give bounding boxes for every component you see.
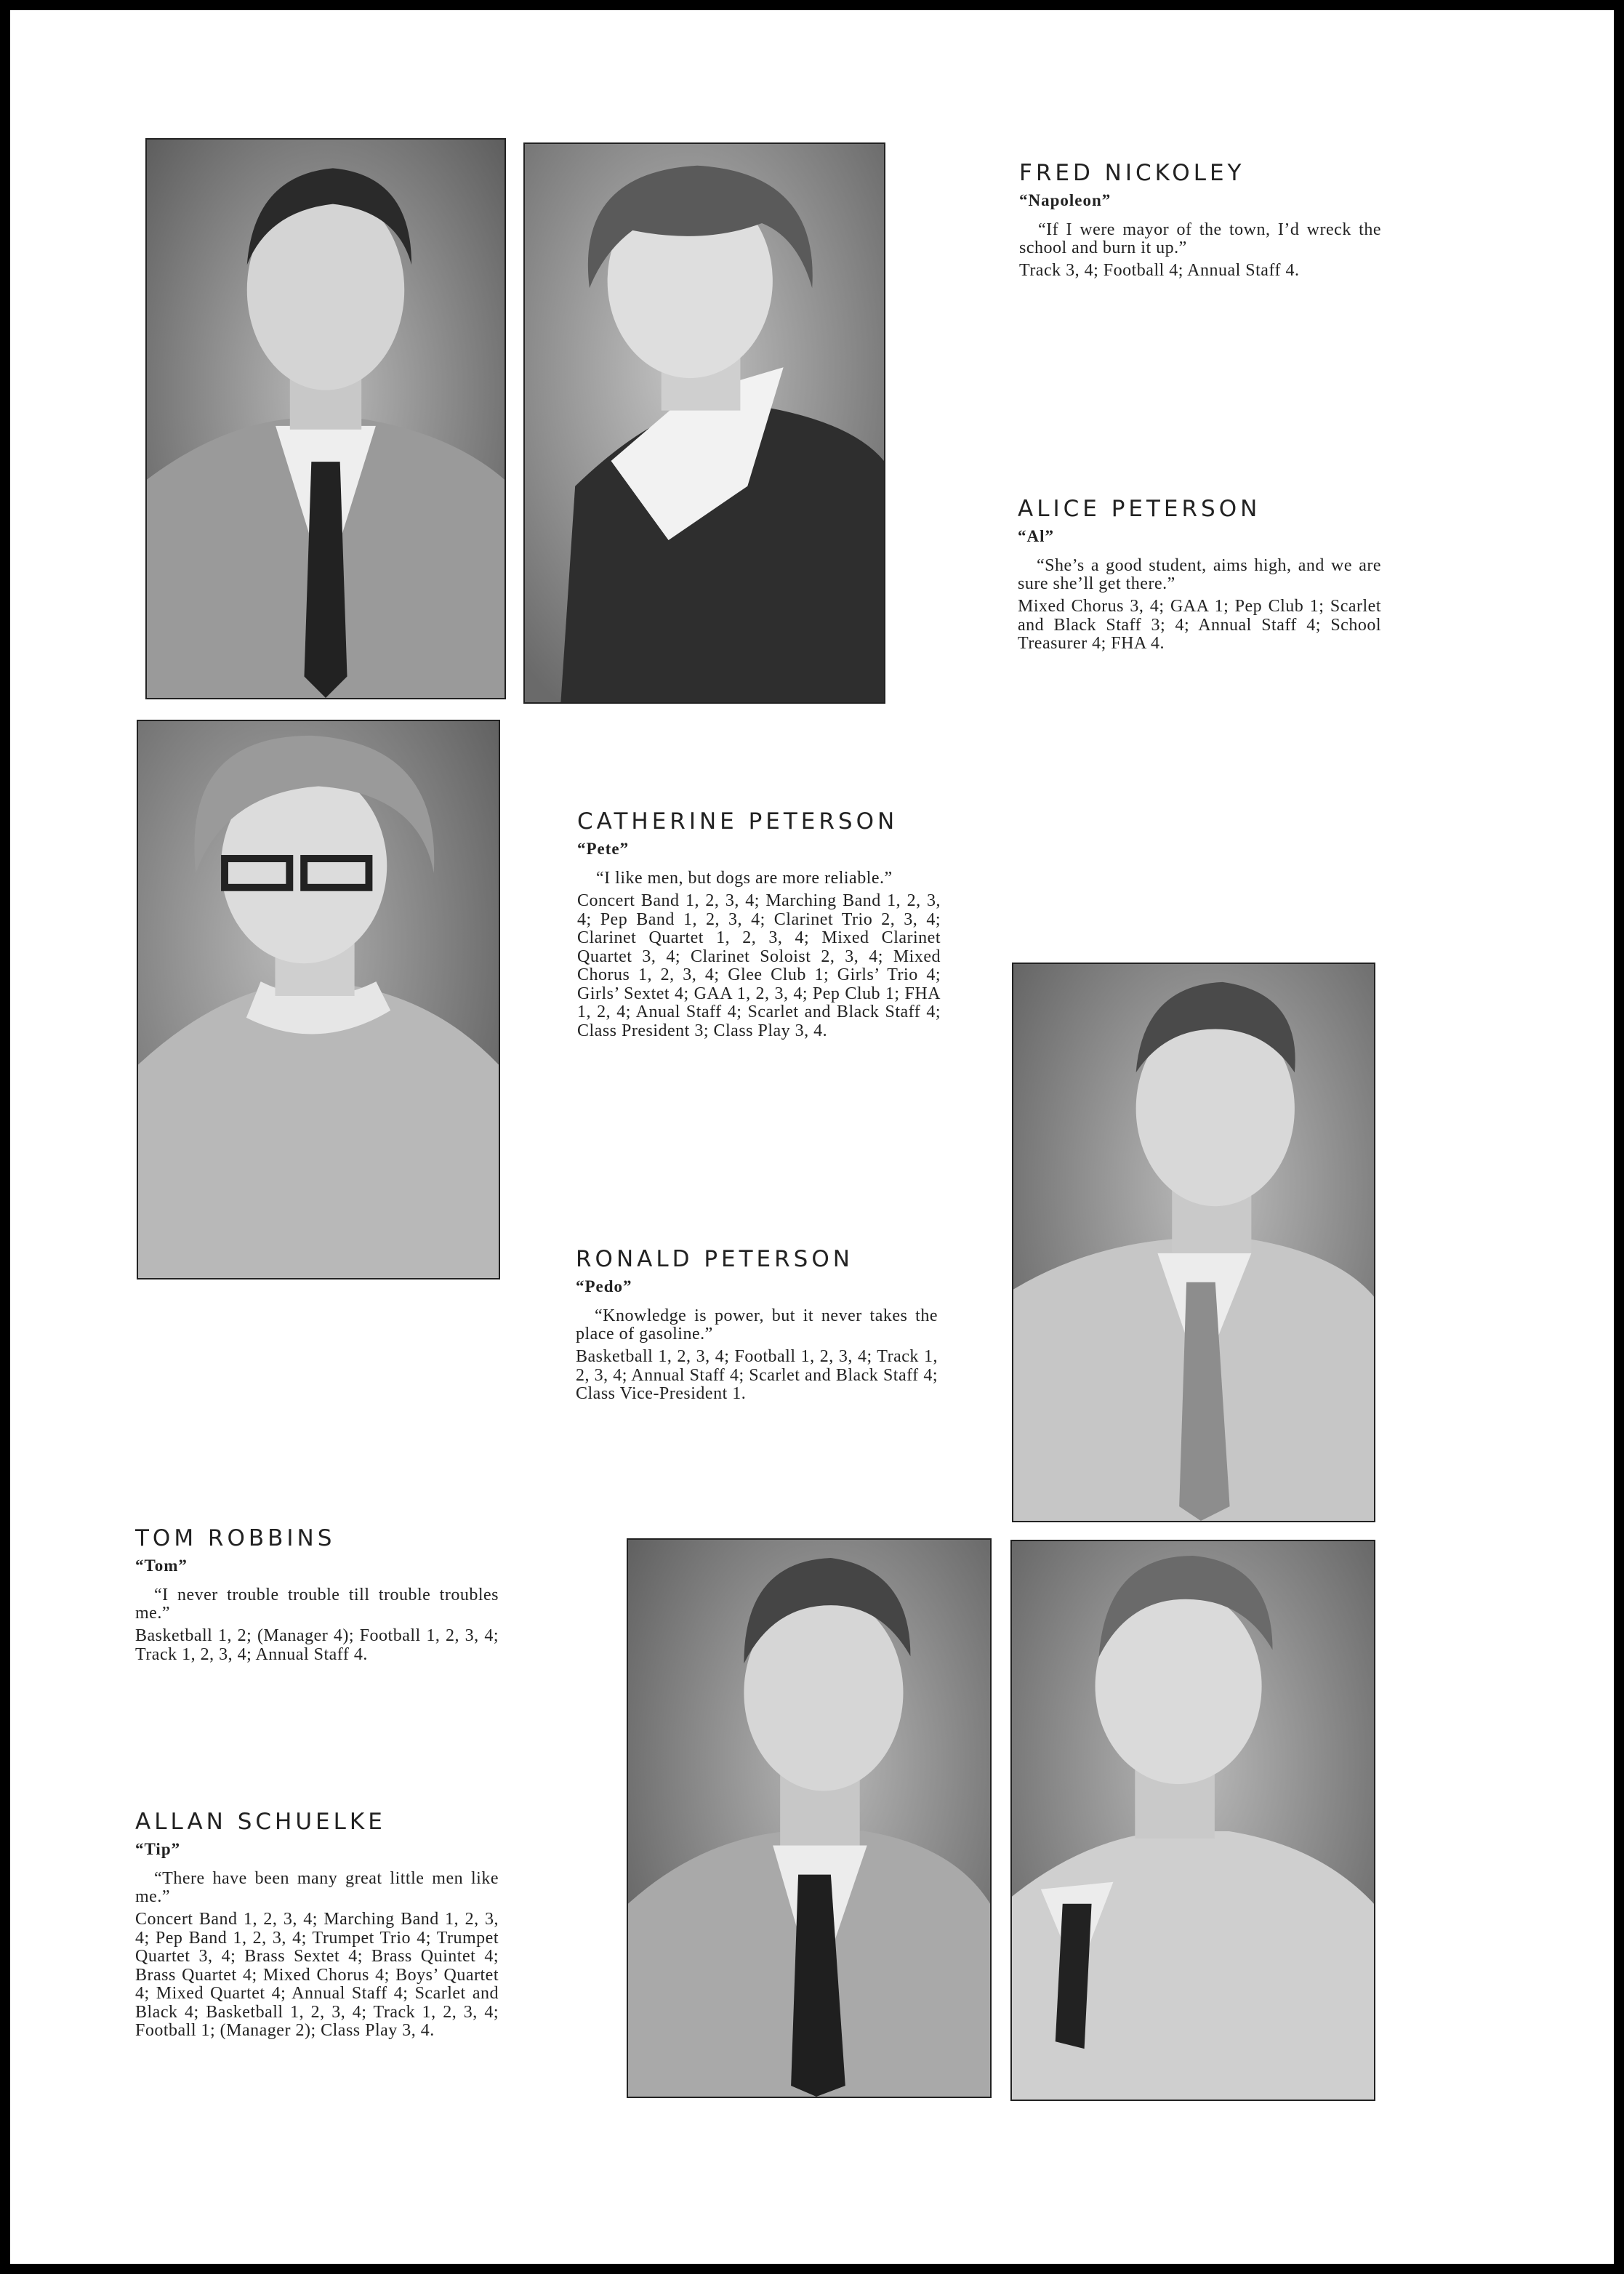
senior-activities: Mixed Chorus 3, 4; GAA 1; Pep Club 1; Scarlet and Black Staff 3; 4; Annual Staff 4; School Treasurer 4; FHA 4. [1018,597,1381,653]
senior-name: FRED NICKOLEY [1019,160,1245,186]
portrait-photo-allan-schuelke [1010,1540,1375,2101]
senior-entry-alice-peterson [1018,496,1381,654]
senior-nickname: “Pete” [577,840,630,858]
senior-quote: “There have been many great little men like me.” [135,1869,499,1906]
portrait-photo-fred-nickoley [145,138,506,699]
senior-nickname: “Tip” [135,1840,181,1858]
senior-activities: Track 3, 4; Football 4; Annual Staff 4. [1019,261,1300,280]
portrait-photo-tom-robbins [627,1538,992,2098]
senior-quote: “If I were mayor of the town, I’d wreck the school and burn it up.” [1019,220,1381,257]
senior-activities: Concert Band 1, 2, 3, 4; Marching Band 1, 2, 3, 4; Pep Band 1, 2, 3, 4; Clarinet Trio 2, 3, 4; Clarinet Quartet 1, 2, 3, 4; Mixed Clarinet Quartet 3, 4; Clarinet Soloist 2, 3, 4; Mixed Chorus 1, 2, 3, 4; Glee Club 1; Girls’ Trio 4; Girls’ Sextet 4; GAA 1, 2, 3, 4; Pep Club 1; FHA 1, 2, 4; Anual Staff 4; Scarlet and Black Staff 4; Class President 3; Class Play 3, 4. [577,891,941,1040]
senior-name: CATHERINE PETERSON [577,808,899,835]
senior-name: TOM ROBBINS [135,1525,336,1551]
senior-quote: “Knowledge is power, but it never takes the place of gasoline.” [576,1306,938,1343]
senior-activities: Concert Band 1, 2, 3, 4; Marching Band 1, 2, 3, 4; Pep Band 1, 2, 3, 4; Trumpet Trio 4; Trumpet Quartet 3, 4; Brass Sextet 4; Brass Quintet 4; Brass Quartet 4; Mixed Chorus 4; Boys’ Quartet 4; Mixed Quartet 4; Annual Staff 4; Scarlet and Black 4; Basketball 1, 2, 3, 4; Track 1, 2, 3, 4; Football 1; (Manager 2); Class Play 3, 4. [135,1910,499,2040]
senior-activities: Basketball 1, 2, 3, 4; Football 1, 2, 3, 4; Track 1, 2, 3, 4; Annual Staff 4; Scarlet and Black Staff 4; Class Vice-President 1. [576,1347,938,1403]
portrait-photo-ronald-peterson [1012,963,1375,1522]
senior-entry-fred-nickoley [1019,160,1381,281]
senior-nickname: “Tom” [135,1556,188,1575]
senior-activities: Basketball 1, 2; (Manager 4); Football 1, 2, 3, 4; Track 1, 2, 3, 4; Annual Staff 4. [135,1626,499,1664]
senior-entry-tom-robbins [135,1525,499,1664]
portrait-photo-alice-peterson [523,142,885,704]
senior-nickname: “Pedo” [576,1277,632,1295]
senior-nickname: “Napoleon” [1019,191,1112,209]
senior-entry-ronald-peterson [576,1246,938,1404]
senior-name: ALLAN SCHUELKE [135,1809,386,1835]
portrait-photo-catherine-peterson [137,720,500,1279]
senior-name: ALICE PETERSON [1018,496,1261,522]
senior-name: RONALD PETERSON [576,1246,853,1272]
senior-nickname: “Al” [1018,527,1054,545]
senior-entry-allan-schuelke [135,1809,499,2041]
senior-quote: “I never trouble trouble till trouble troubles me.” [135,1586,499,1623]
senior-quote: “I like men, but dogs are more reliable.” [596,869,893,888]
senior-quote: “She’s a good student, aims high, and we are sure she’ll get there.” [1018,556,1381,593]
senior-entry-catherine-peterson [577,808,941,1040]
